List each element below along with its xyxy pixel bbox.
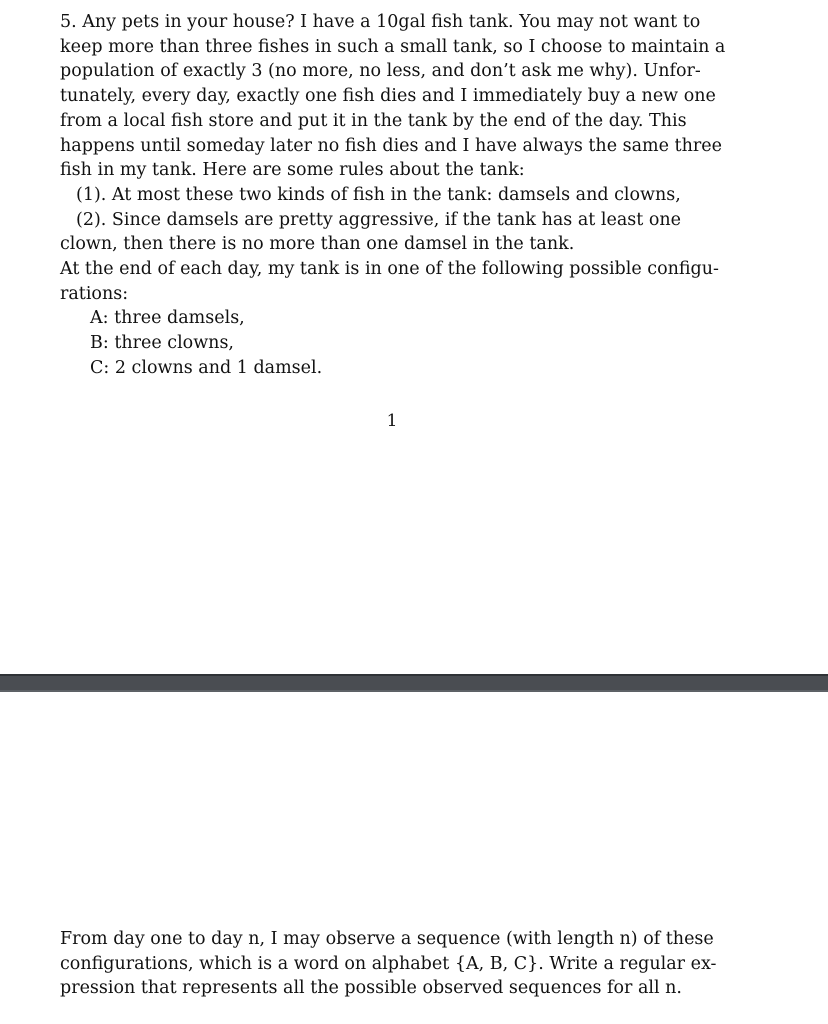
problem-text — [60, 10, 724, 381]
rule-continuation: clown, then there is no more than one damsel in the tank. — [60, 234, 575, 255]
page-number: 1 — [386, 411, 398, 431]
question-line-1: From day one to day n, I may observe a sequence (with length n) of these — [60, 929, 714, 949]
problem-line-2: keep more than three fishes in such a small tank, so I choose to maintain a — [60, 36, 726, 57]
question-line-2: configurations, which is a word on alphabet {A, B, C}. Write a regular ex- — [60, 953, 717, 974]
configuration-b: B: three clowns, — [90, 333, 234, 354]
problem-line-1: 5. Any pets in your house? I have a 10gal fish tank. You may not want to — [60, 12, 701, 32]
config-intro-line-2: rations: — [60, 283, 129, 304]
problem-line-6: happens until someday later no fish dies and I have always the same three — [60, 135, 722, 156]
question-line-3: pression that represents all the possible observed sequences for all n. — [60, 978, 682, 999]
question-text — [60, 927, 724, 1001]
configuration-c: C: 2 clowns and 1 damsel. — [90, 357, 323, 378]
problem-line-3: population of exactly 3 (no more, no less, and don’t ask me why). Unfor- — [60, 61, 701, 82]
rule-1: (1). At most these two kinds of fish in the tank: damsels and clowns, — [76, 184, 681, 205]
problem-line-7: fish in my tank. Here are some rules about the tank: — [60, 160, 525, 181]
problem-line-4: tunately, every day, exactly one fish dies and I immediately buy a new one — [60, 86, 716, 107]
page-separator — [0, 674, 828, 692]
config-intro-line-1: At the end of each day, my tank is in one of the following possible configu- — [60, 259, 719, 280]
configuration-a: A: three damsels, — [90, 308, 245, 329]
problem-line-5: from a local fish store and put it in the tank by the end of the day. This — [60, 110, 687, 131]
rule-2: (2). Since damsels are pretty aggressive, if the tank has at least one — [76, 209, 682, 230]
